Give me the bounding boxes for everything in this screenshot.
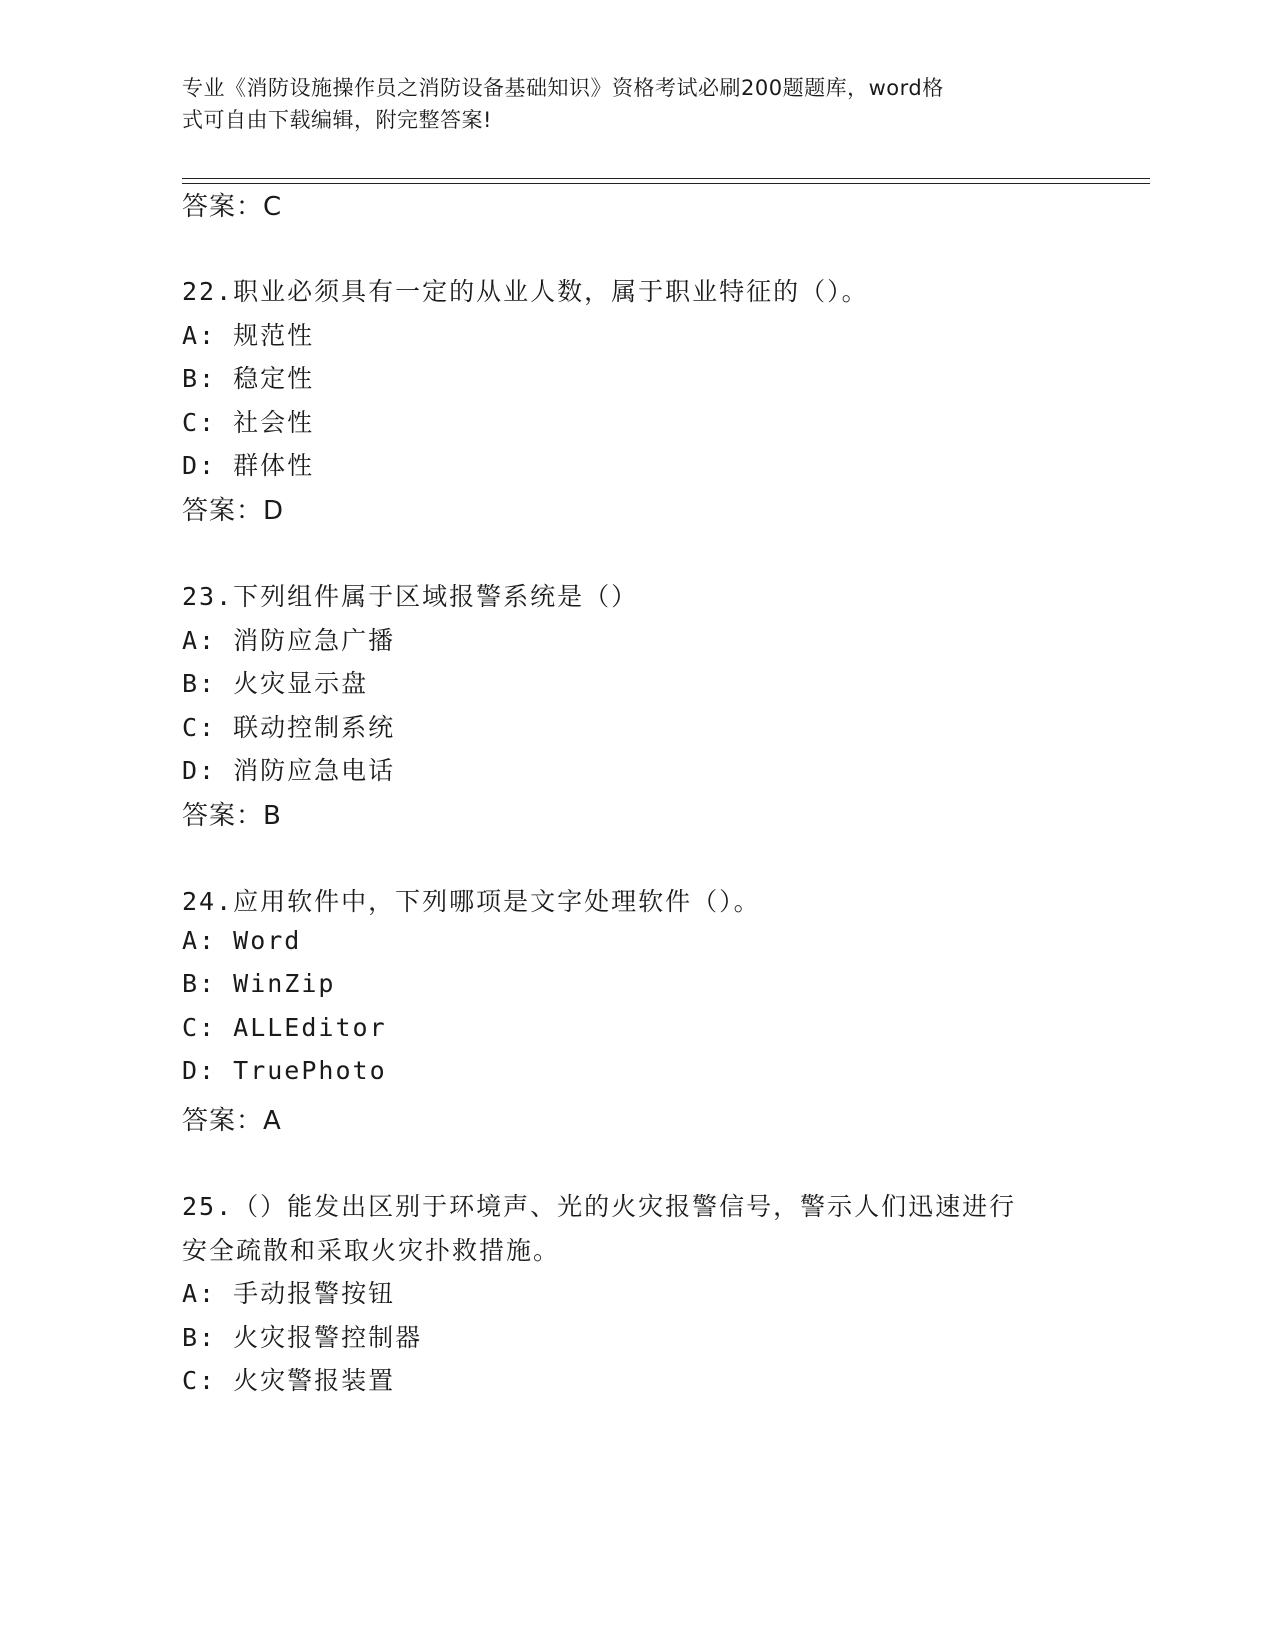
question-22-option-d: D: 群体性 (182, 451, 315, 480)
question-24-answer: 答案：A (182, 1106, 282, 1136)
question-23-option-a: A: 消防应急广播 (182, 626, 396, 655)
question-23-option-d: D: 消防应急电话 (182, 756, 396, 785)
answer-21: 答案：C (182, 192, 283, 222)
question-25-stem-line-2: 安全疏散和采取火灾扑救措施。 (182, 1236, 561, 1265)
question-24-option-a: A: Word (182, 926, 302, 955)
question-22-option-c: C: 社会性 (182, 408, 315, 437)
question-23-option-b: B: 火灾显示盘 (182, 669, 369, 698)
question-24-option-c: C: ALLEditor (182, 1013, 387, 1042)
question-24-option-b: B: WinZip (182, 969, 336, 998)
question-23-stem: 23.下列组件属于区域报警系统是（） (182, 582, 639, 611)
question-24-option-d: D: TruePhoto (182, 1056, 387, 1085)
question-23-answer: 答案：B (182, 801, 282, 831)
document-header (182, 72, 1062, 136)
question-25-option-a: A: 手动报警按钮 (182, 1279, 396, 1308)
question-22-option-b: B: 稳定性 (182, 364, 315, 393)
question-22-answer: 答案：D (182, 496, 285, 526)
header-divider-top (182, 178, 1150, 179)
question-24-stem: 24.应用软件中，下列哪项是文字处理软件（）。 (182, 887, 761, 916)
header-divider-bottom (182, 183, 1150, 184)
header-line-1: 专业《消防设施操作员之消防设备基础知识》资格考试必刷200题题库，word格 (182, 76, 944, 100)
header-line-2: 式可自由下载编辑，附完整答案! (182, 108, 492, 132)
question-25-option-c: C: 火灾警报装置 (182, 1366, 396, 1395)
question-22-stem: 22.职业必须具有一定的从业人数，属于职业特征的（）。 (182, 277, 869, 306)
question-25-option-b: B: 火灾报警控制器 (182, 1323, 423, 1352)
question-23-option-c: C: 联动控制系统 (182, 713, 396, 742)
question-25-stem-line-1: 25.（）能发出区别于环境声、光的火灾报警信号，警示人们迅速进行 (182, 1192, 1017, 1221)
question-22-option-a: A: 规范性 (182, 321, 315, 350)
